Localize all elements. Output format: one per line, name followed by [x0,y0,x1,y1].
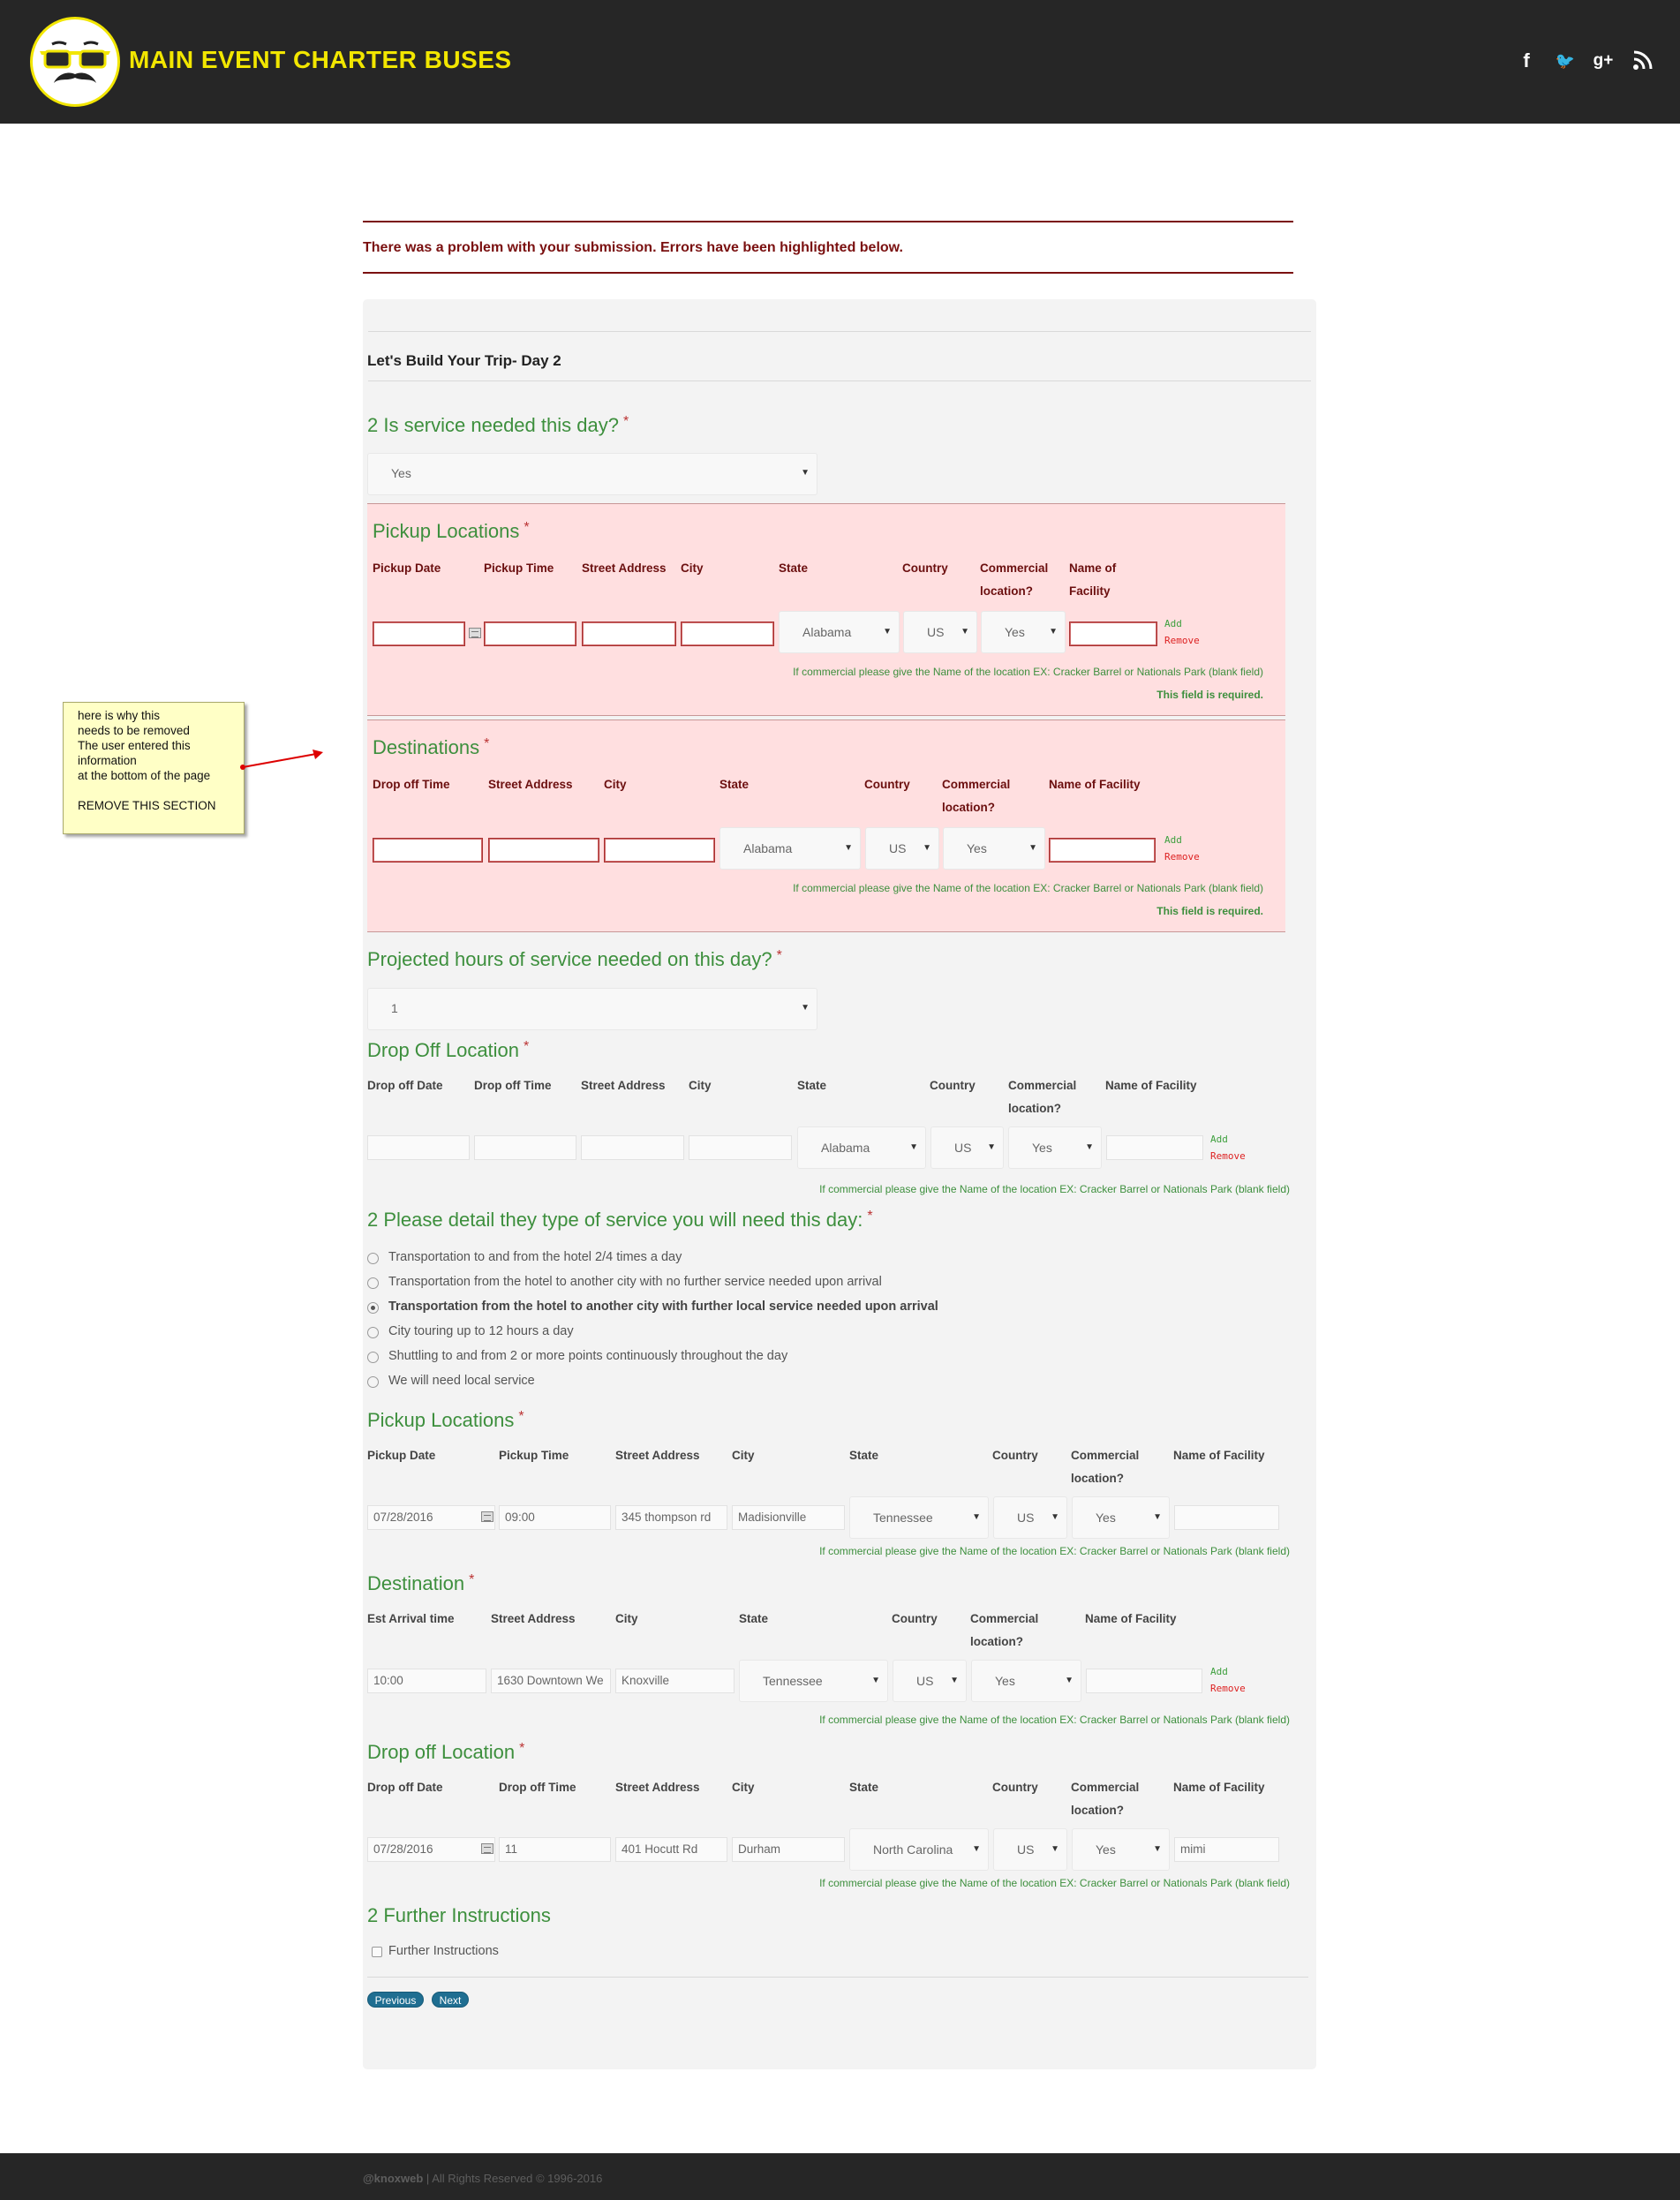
col-label: Pickup Date [367,1449,436,1462]
col-label: City [615,1612,638,1625]
section-title: Pickup Locations * [373,520,530,542]
note-line [78,783,244,798]
col-label: Drop off Time [373,778,450,791]
street-address-input[interactable]: 1630 Downtown We [491,1669,611,1693]
street-address-input[interactable] [582,622,676,646]
radio-label: City touring up to 12 hours a day [388,1324,574,1338]
trip-form [363,299,1316,2069]
facebook-icon[interactable]: f [1523,49,1530,72]
chevron-down-icon: ▼ [801,468,810,478]
copyright [363,2172,602,2185]
help-text: If commercial please give the Name of the location EX: Cracker Barrel or Nationals Park (blank field) [819,1714,1290,1726]
next-button[interactable]: Next [432,1992,469,2008]
note-line: information [78,754,137,767]
page-title: Let's Build Your Trip- Day 2 [367,352,561,369]
col-label: Name of Facility [1085,1612,1177,1625]
twitter-icon[interactable]: 🐦 [1555,52,1576,70]
service-type-radio[interactable] [367,1277,379,1289]
col-label: Commercial location? [970,1612,1039,1648]
col-label: Name of Facility [1173,1449,1265,1462]
street-address-input[interactable]: 345 thompson rd [615,1505,727,1530]
chevron-down-icon: ▼ [1153,1844,1162,1854]
col-label: Commercial location? [1008,1079,1077,1115]
commercial-select[interactable]: Yes ▼ [1072,1496,1170,1539]
remove-row-button[interactable]: Remove [1210,1150,1246,1162]
col-label: Street Address [615,1781,700,1794]
chevron-down-icon: ▼ [972,1844,981,1854]
country-select[interactable]: US ▼ [893,1660,967,1702]
previous-button[interactable]: Previous [367,1992,424,2008]
divider [368,380,1311,381]
col-label: Pickup Time [484,561,554,575]
chevron-down-icon: ▼ [950,1676,959,1685]
service-type-radio-selected[interactable] [367,1302,379,1314]
chevron-down-icon: ▼ [1085,1142,1094,1152]
col-label: Name of Facility [1105,1079,1197,1092]
col-label: State [779,561,809,575]
site-footer [0,2153,1680,2200]
col-label: Commercial location? [942,778,1011,814]
radio-label: Transportation from the hotel to another city with no further service needed upon arrival [388,1275,882,1289]
country-select[interactable]: US ▼ [903,611,977,653]
state-select[interactable]: Tennessee ▼ [849,1496,989,1539]
col-label: State [719,778,750,791]
pickup-time-input[interactable] [484,622,576,646]
col-label: Commercial location? [980,561,1049,598]
brand-name[interactable]: MAIN EVENT CHARTER BUSES [129,46,512,73]
col-label: Street Address [491,1612,576,1625]
col-label: City [689,1079,712,1092]
chevron-down-icon: ▼ [1153,1512,1162,1522]
col-label: State [849,1449,879,1462]
dropoff-date-input[interactable]: 07/28/2016 [367,1837,495,1862]
calendar-icon[interactable] [469,628,481,638]
chevron-down-icon: ▼ [1049,627,1058,637]
add-row-button[interactable]: Add [1164,618,1182,629]
col-label: Pickup Date [373,561,441,575]
commercial-select[interactable]: Yes ▼ [981,611,1066,653]
col-label: City [732,1449,755,1462]
calendar-icon[interactable] [481,1843,493,1854]
facility-name-input[interactable]: mimi [1174,1837,1279,1862]
projected-hours-label: Projected hours of service needed on this day? * [367,948,782,970]
chevron-down-icon: ▼ [972,1512,981,1522]
chevron-down-icon: ▼ [871,1676,880,1685]
pickup-time-input[interactable]: 09:00 [499,1505,611,1530]
annotation-arrow-icon [238,747,327,773]
col-label: Est Arrival time [367,1612,455,1625]
col-label: Drop off Time [474,1079,552,1092]
facility-name-input[interactable] [1174,1505,1279,1530]
col-label: Country [992,1781,1038,1794]
country-select[interactable]: US ▼ [993,1828,1067,1871]
google-plus-icon[interactable]: g+ [1593,51,1614,70]
annotation-note [63,702,245,834]
logo[interactable] [30,17,120,107]
city-input[interactable] [681,622,774,646]
col-label: Name of Facility [1069,561,1117,598]
dropoff-time-input[interactable] [373,838,483,863]
validation-error-banner [363,221,1293,274]
facility-name-input[interactable] [1086,1669,1202,1693]
col-label: Country [992,1449,1038,1462]
col-label: State [849,1781,879,1794]
note-line: REMOVE THIS SECTION [78,799,216,812]
chevron-down-icon: ▼ [1051,1512,1059,1522]
col-label: Street Address [488,778,573,791]
calendar-icon[interactable] [481,1511,493,1522]
commercial-select[interactable]: Yes ▼ [943,827,1045,870]
col-label: Street Address [615,1449,700,1462]
pickup-locations-error-section [367,503,1285,716]
state-select[interactable]: Alabama ▼ [779,611,900,653]
col-label: Commercial location? [1071,1781,1140,1817]
service-type-radio[interactable] [367,1327,379,1338]
street-address-input[interactable] [581,1135,684,1160]
state-select[interactable]: Alabama ▼ [719,827,861,870]
service-needed-select[interactable]: Yes ▼ [367,453,817,495]
col-label: Name of Facility [1049,778,1141,791]
note-line: here is why this [78,709,161,722]
state-select[interactable]: Tennessee ▼ [739,1660,888,1702]
add-row-button[interactable]: Add [1164,834,1182,846]
city-input[interactable] [604,838,715,863]
divider [367,1977,1308,1978]
city-input[interactable]: Madisionville [732,1505,845,1530]
rss-icon[interactable] [1631,49,1654,72]
remove-row-button[interactable]: Remove [1210,1683,1246,1694]
further-instructions-title: 2 Further Instructions [367,1904,551,1926]
note-line: needs to be removed [78,724,190,737]
help-text: If commercial please give the Name of the location EX: Cracker Barrel or Nationals Park (blank field) [793,666,1263,678]
chevron-down-icon: ▼ [1028,843,1037,853]
pickup-locations-title: Pickup Locations * [367,1409,524,1431]
street-address-input[interactable]: 401 Hocutt Rd [615,1837,727,1862]
chevron-down-icon: ▼ [844,843,853,853]
city-input[interactable] [689,1135,792,1160]
col-label: Street Address [582,561,667,575]
col-label: Pickup Time [499,1449,569,1462]
pickup-date-input[interactable]: 07/28/2016 [367,1505,495,1530]
chevron-down-icon: ▼ [909,1142,918,1152]
col-label: Drop off Date [367,1781,443,1794]
remove-row-button[interactable]: Remove [1164,635,1200,646]
col-label: Name of Facility [1173,1781,1265,1794]
col-label: City [604,778,627,791]
col-label: Country [864,778,910,791]
remove-row-button[interactable]: Remove [1164,851,1200,863]
col-label: Street Address [581,1079,666,1092]
radio-label: Transportation to and from the hotel 2/4 times a day [388,1250,682,1264]
facility-name-input[interactable] [1069,622,1157,646]
col-label: Commercial location? [1071,1449,1140,1485]
help-text: If commercial please give the Name of the location EX: Cracker Barrel or Nationals Park (blank field) [819,1877,1290,1889]
chevron-down-icon: ▼ [801,1003,810,1013]
city-input[interactable]: Knoxville [615,1669,735,1693]
field-error-message: This field is required. [1156,905,1263,917]
help-text: If commercial please give the Name of the location EX: Cracker Barrel or Nationals Park (blank field) [819,1183,1290,1195]
error-message: There was a problem with your submission. Errors have been highlighted below. [363,240,903,255]
col-label: Country [902,561,948,575]
footer-brand-link[interactable]: @knoxweb [363,2172,424,2185]
checkbox-label: Further Instructions [388,1944,499,1958]
dropoff-location-title: Drop Off Location * [367,1039,530,1061]
chevron-down-icon: ▼ [961,627,969,637]
service-type-radio[interactable] [367,1376,379,1388]
dropoff-time-input[interactable]: 11 [499,1837,611,1862]
service-type-radio[interactable] [367,1352,379,1363]
chevron-down-icon: ▼ [1065,1676,1074,1685]
radio-label: We will need local service [388,1374,535,1388]
state-select[interactable]: Alabama ▼ [797,1126,926,1169]
col-label: Country [892,1612,938,1625]
col-label: Country [930,1079,976,1092]
mustache-glasses-icon [33,19,117,104]
field-error-message: This field is required. [1156,689,1263,701]
section-title: Destinations * [373,736,490,758]
service-type-label: 2 Please detail they type of service you will need this day: * [367,1209,873,1231]
footer-rights: | All Rights Reserved © 1996-2016 [423,2172,603,2185]
facility-name-input[interactable] [1106,1135,1203,1160]
col-label: Drop off Time [499,1781,576,1794]
help-text: If commercial please give the Name of the location EX: Cracker Barrel or Nationals Park (blank field) [819,1545,1290,1557]
site-header [0,0,1680,124]
projected-hours-select[interactable]: 1 ▼ [367,988,817,1030]
col-label: State [739,1612,769,1625]
pickup-date-input[interactable] [373,622,465,646]
commercial-select[interactable]: Yes ▼ [1072,1828,1170,1871]
note-line: at the bottom of the page [78,769,211,782]
dropoff-location-title: Drop off Location * [367,1741,525,1763]
service-type-radio[interactable] [367,1253,379,1264]
chevron-down-icon: ▼ [883,627,892,637]
city-input[interactable]: Durham [732,1837,845,1862]
destination-title: Destination * [367,1572,475,1594]
add-row-button[interactable]: Add [1210,1134,1228,1145]
col-label: City [732,1781,755,1794]
add-row-button[interactable]: Add [1210,1666,1228,1677]
chevron-down-icon: ▼ [923,843,931,853]
col-label: Drop off Date [367,1079,443,1092]
country-select[interactable]: US ▼ [930,1126,1004,1169]
country-select[interactable]: US ▼ [993,1496,1067,1539]
commercial-select[interactable]: Yes ▼ [1008,1126,1102,1169]
chevron-down-icon: ▼ [1051,1844,1059,1854]
arrival-time-input[interactable]: 10:00 [367,1669,486,1693]
commercial-select[interactable]: Yes ▼ [971,1660,1081,1702]
help-text: If commercial please give the Name of the location EX: Cracker Barrel or Nationals Park (blank field) [793,882,1263,894]
radio-label: Shuttling to and from 2 or more points continuously throughout the day [388,1349,788,1363]
street-address-input[interactable] [488,838,599,863]
state-select[interactable]: North Carolina ▼ [849,1828,989,1871]
dropoff-date-input[interactable] [367,1135,470,1160]
note-line: The user entered this [78,739,191,752]
service-needed-label: 2 Is service needed this day? * [367,414,629,436]
chevron-down-icon: ▼ [987,1142,996,1152]
col-label: City [681,561,704,575]
col-label: State [797,1079,827,1092]
destinations-error-section [367,720,1285,932]
country-select[interactable]: US ▼ [865,827,939,870]
facility-name-input[interactable] [1049,838,1156,863]
further-instructions-checkbox[interactable] [372,1947,382,1957]
dropoff-time-input[interactable] [474,1135,576,1160]
divider [368,331,1311,332]
radio-label: Transportation from the hotel to another city with further local service needed upon arrival [388,1300,938,1314]
